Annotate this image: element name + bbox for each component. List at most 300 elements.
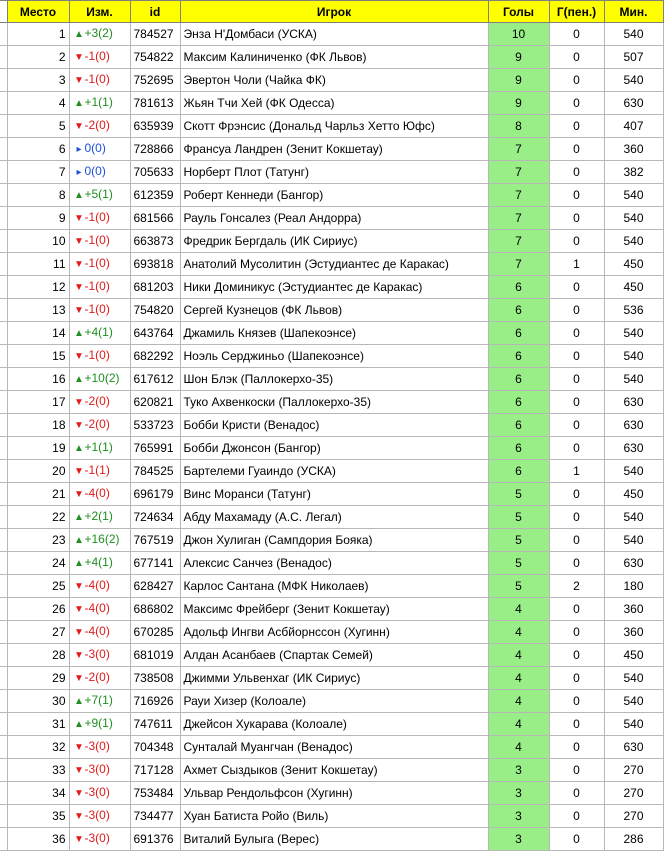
mins-cell[interactable]: 450: [604, 276, 663, 299]
player-cell[interactable]: Шон Блэк (Паллокерхо-35): [180, 368, 488, 391]
place-cell[interactable]: 25: [7, 575, 69, 598]
mins-cell[interactable]: 286: [604, 828, 663, 851]
change-value: -4(0): [84, 601, 110, 615]
col-header-mins[interactable]: Мин.: [604, 1, 663, 23]
player-cell[interactable]: Ноэль Серджиньо (Шапекоэнсе): [180, 345, 488, 368]
place-cell[interactable]: 20: [7, 460, 69, 483]
player-cell[interactable]: Алексис Санчез (Венадос): [180, 552, 488, 575]
change-cell[interactable]: [69, 391, 130, 414]
id-cell[interactable]: 781613: [130, 92, 180, 115]
goals-cell[interactable]: 4: [488, 713, 549, 736]
goals-cell[interactable]: 3: [488, 805, 549, 828]
pen-cell[interactable]: 0: [549, 92, 604, 115]
player-cell[interactable]: Сергей Кузнецов (ФК Львов): [180, 299, 488, 322]
change-cell[interactable]: [69, 184, 130, 207]
change-value: +10(2): [84, 371, 120, 385]
pen-cell[interactable]: 0: [549, 368, 604, 391]
place-cell[interactable]: 29: [7, 667, 69, 690]
change-value: -1(0): [84, 210, 110, 224]
mins-cell[interactable]: 540: [604, 690, 663, 713]
goals-cell[interactable]: 9: [488, 46, 549, 69]
place-cell[interactable]: 22: [7, 506, 69, 529]
row-gutter: [0, 598, 7, 621]
pen-cell[interactable]: 0: [549, 138, 604, 161]
id-cell[interactable]: 628427: [130, 575, 180, 598]
goals-cell[interactable]: 6: [488, 368, 549, 391]
place-cell[interactable]: 31: [7, 713, 69, 736]
change-cell[interactable]: [69, 230, 130, 253]
place-cell[interactable]: 18: [7, 414, 69, 437]
goals-cell[interactable]: 5: [488, 552, 549, 575]
change-cell[interactable]: [69, 598, 130, 621]
place-cell[interactable]: 36: [7, 828, 69, 851]
id-cell[interactable]: 677141: [130, 552, 180, 575]
id-cell[interactable]: 705633: [130, 161, 180, 184]
player-cell[interactable]: Винс Моранси (Татунг): [180, 483, 488, 506]
change-cell[interactable]: [69, 759, 130, 782]
row-gutter: [0, 345, 7, 368]
place-cell[interactable]: 27: [7, 621, 69, 644]
change-cell[interactable]: [69, 253, 130, 276]
player-cell[interactable]: Эвертон Чоли (Чайка ФК): [180, 69, 488, 92]
mins-cell[interactable]: 360: [604, 138, 663, 161]
player-cell[interactable]: Ники Доминикус (Эстудиантес де Каракас): [180, 276, 488, 299]
mins-cell[interactable]: 630: [604, 391, 663, 414]
place-cell[interactable]: 15: [7, 345, 69, 368]
id-cell[interactable]: 682292: [130, 345, 180, 368]
goals-cell[interactable]: 5: [488, 506, 549, 529]
pen-cell[interactable]: 0: [549, 69, 604, 92]
col-header-pen[interactable]: Г(пен.): [549, 1, 604, 23]
change-cell[interactable]: [69, 828, 130, 851]
pen-cell[interactable]: 0: [549, 161, 604, 184]
goals-cell[interactable]: 6: [488, 276, 549, 299]
id-cell[interactable]: 612359: [130, 184, 180, 207]
mins-cell[interactable]: 540: [604, 184, 663, 207]
change-value: +4(1): [84, 555, 113, 569]
pen-cell[interactable]: 0: [549, 506, 604, 529]
id-cell[interactable]: 765991: [130, 437, 180, 460]
id-cell[interactable]: 716926: [130, 690, 180, 713]
place-cell[interactable]: 1: [7, 23, 69, 46]
player-cell[interactable]: Анатолий Мусолитин (Эстудиантес де Каракас): [180, 253, 488, 276]
goals-cell[interactable]: 10: [488, 23, 549, 46]
goals-cell[interactable]: 6: [488, 437, 549, 460]
pen-cell[interactable]: 0: [549, 391, 604, 414]
pen-cell[interactable]: 2: [549, 575, 604, 598]
player-cell[interactable]: Бобби Кристи (Венадос): [180, 414, 488, 437]
arrow-down-icon: ▼: [74, 282, 84, 293]
id-cell[interactable]: 681019: [130, 644, 180, 667]
player-cell[interactable]: Ахмет Сыздыков (Зенит Кокшетау): [180, 759, 488, 782]
pen-cell[interactable]: 0: [549, 115, 604, 138]
place-cell[interactable]: 30: [7, 690, 69, 713]
change-value: -2(0): [84, 670, 110, 684]
goals-cell[interactable]: 6: [488, 299, 549, 322]
pen-cell[interactable]: 0: [549, 414, 604, 437]
place-cell[interactable]: 17: [7, 391, 69, 414]
mins-cell[interactable]: 382: [604, 161, 663, 184]
pen-cell[interactable]: 0: [549, 644, 604, 667]
place-cell[interactable]: 2: [7, 46, 69, 69]
mins-cell[interactable]: 540: [604, 23, 663, 46]
goals-cell[interactable]: 7: [488, 161, 549, 184]
mins-cell[interactable]: 540: [604, 667, 663, 690]
mins-cell[interactable]: 270: [604, 782, 663, 805]
place-cell[interactable]: 14: [7, 322, 69, 345]
pen-cell[interactable]: 0: [549, 667, 604, 690]
mins-cell[interactable]: 507: [604, 46, 663, 69]
goals-cell[interactable]: 4: [488, 736, 549, 759]
player-cell[interactable]: Фредрик Бергдаль (ИК Сириус): [180, 230, 488, 253]
player-cell[interactable]: Джон Хулиган (Сампдория Бояка): [180, 529, 488, 552]
mins-cell[interactable]: 540: [604, 322, 663, 345]
goals-cell[interactable]: 6: [488, 391, 549, 414]
goals-cell[interactable]: 3: [488, 828, 549, 851]
mins-cell[interactable]: 540: [604, 529, 663, 552]
player-cell[interactable]: Джейсон Хукарава (Колоале): [180, 713, 488, 736]
id-cell[interactable]: 704348: [130, 736, 180, 759]
id-cell[interactable]: 691376: [130, 828, 180, 851]
pen-cell[interactable]: 0: [549, 437, 604, 460]
player-cell[interactable]: Максимс Фрейберг (Зенит Кокшетау): [180, 598, 488, 621]
id-cell[interactable]: 753484: [130, 782, 180, 805]
player-cell[interactable]: Роберт Кеннеди (Бангор): [180, 184, 488, 207]
mins-cell[interactable]: 630: [604, 437, 663, 460]
place-cell[interactable]: 34: [7, 782, 69, 805]
change-cell[interactable]: [69, 644, 130, 667]
pen-cell[interactable]: 0: [549, 23, 604, 46]
id-cell[interactable]: 620821: [130, 391, 180, 414]
mins-cell[interactable]: 270: [604, 759, 663, 782]
pen-cell[interactable]: 0: [549, 621, 604, 644]
change-cell[interactable]: [69, 575, 130, 598]
mins-cell[interactable]: 450: [604, 253, 663, 276]
id-cell[interactable]: 724634: [130, 506, 180, 529]
goals-cell[interactable]: 9: [488, 92, 549, 115]
player-cell[interactable]: Виталий Булыга (Верес): [180, 828, 488, 851]
pen-cell[interactable]: 0: [549, 552, 604, 575]
arrow-down-icon: ▼: [74, 236, 84, 247]
change-cell[interactable]: [69, 483, 130, 506]
id-cell[interactable]: 681203: [130, 276, 180, 299]
change-cell[interactable]: [69, 667, 130, 690]
change-cell[interactable]: [69, 506, 130, 529]
id-cell[interactable]: 784525: [130, 460, 180, 483]
goals-cell[interactable]: 4: [488, 644, 549, 667]
player-cell[interactable]: Норберт Плот (Татунг): [180, 161, 488, 184]
id-cell[interactable]: 784527: [130, 23, 180, 46]
id-cell[interactable]: 754820: [130, 299, 180, 322]
pen-cell[interactable]: 0: [549, 483, 604, 506]
player-cell[interactable]: Ульвар Рендольфсон (Хугинн): [180, 782, 488, 805]
goals-cell[interactable]: 9: [488, 69, 549, 92]
change-cell[interactable]: [69, 115, 130, 138]
place-cell[interactable]: 6: [7, 138, 69, 161]
id-cell[interactable]: 767519: [130, 529, 180, 552]
row-gutter: [0, 161, 7, 184]
goals-cell[interactable]: 6: [488, 345, 549, 368]
change-cell[interactable]: [69, 276, 130, 299]
player-cell[interactable]: Абду Махамаду (А.С. Легал): [180, 506, 488, 529]
goals-cell[interactable]: 7: [488, 230, 549, 253]
pen-cell[interactable]: 0: [549, 207, 604, 230]
goals-cell[interactable]: 4: [488, 621, 549, 644]
change-cell[interactable]: [69, 69, 130, 92]
change-cell[interactable]: [69, 207, 130, 230]
id-cell[interactable]: 670285: [130, 621, 180, 644]
change-cell[interactable]: [69, 460, 130, 483]
goals-cell[interactable]: 3: [488, 782, 549, 805]
player-cell[interactable]: Адольф Ингви Асбйорнссон (Хугинн): [180, 621, 488, 644]
id-cell[interactable]: 734477: [130, 805, 180, 828]
player-cell[interactable]: Хуан Батиста Ройо (Виль): [180, 805, 488, 828]
table-row: [0, 345, 663, 368]
mins-cell[interactable]: 536: [604, 299, 663, 322]
player-cell[interactable]: Максим Калиниченко (ФК Львов): [180, 46, 488, 69]
place-cell[interactable]: 21: [7, 483, 69, 506]
place-cell[interactable]: 3: [7, 69, 69, 92]
id-cell[interactable]: 747611: [130, 713, 180, 736]
table-row: [0, 161, 663, 184]
change-value: +3(2): [84, 26, 113, 40]
goals-cell[interactable]: 5: [488, 575, 549, 598]
player-cell[interactable]: Джамиль Князев (Шапекоэнсе): [180, 322, 488, 345]
goals-cell[interactable]: 5: [488, 529, 549, 552]
arrow-down-icon: ▼: [74, 811, 84, 822]
goals-cell[interactable]: 5: [488, 483, 549, 506]
table-row: [0, 828, 663, 851]
mins-cell[interactable]: 540: [604, 345, 663, 368]
pen-cell[interactable]: 1: [549, 460, 604, 483]
change-value: -3(0): [84, 647, 110, 661]
col-header-change[interactable]: Изм.: [69, 1, 130, 23]
change-cell[interactable]: [69, 46, 130, 69]
place-cell[interactable]: 35: [7, 805, 69, 828]
pen-cell[interactable]: 1: [549, 253, 604, 276]
pen-cell[interactable]: 0: [549, 299, 604, 322]
mins-cell[interactable]: 540: [604, 460, 663, 483]
change-cell[interactable]: [69, 782, 130, 805]
goals-cell[interactable]: 3: [488, 759, 549, 782]
table-row: [0, 598, 663, 621]
goals-cell[interactable]: 6: [488, 322, 549, 345]
player-cell[interactable]: Энза Н'Домбаси (УСКА): [180, 23, 488, 46]
change-cell[interactable]: [69, 437, 130, 460]
row-gutter: [0, 184, 7, 207]
place-cell[interactable]: 28: [7, 644, 69, 667]
id-cell[interactable]: 686802: [130, 598, 180, 621]
arrow-down-icon: ▼: [74, 259, 84, 270]
goals-cell[interactable]: 7: [488, 138, 549, 161]
change-cell[interactable]: [69, 713, 130, 736]
goals-cell[interactable]: 4: [488, 598, 549, 621]
change-cell[interactable]: [69, 299, 130, 322]
goals-cell[interactable]: 4: [488, 667, 549, 690]
change-cell[interactable]: [69, 529, 130, 552]
mins-cell[interactable]: 180: [604, 575, 663, 598]
place-cell[interactable]: 4: [7, 92, 69, 115]
mins-cell[interactable]: 630: [604, 552, 663, 575]
pen-cell[interactable]: 0: [549, 276, 604, 299]
player-cell[interactable]: Джимми Ульвенхаг (ИК Сириус): [180, 667, 488, 690]
player-cell[interactable]: Туко Ахвенкоски (Паллокерхо-35): [180, 391, 488, 414]
row-gutter: [0, 322, 7, 345]
change-cell[interactable]: [69, 805, 130, 828]
mins-cell[interactable]: 450: [604, 483, 663, 506]
arrow-up-icon: ▲: [74, 29, 84, 40]
arrow-down-icon: ▼: [74, 305, 84, 316]
mins-cell[interactable]: 540: [604, 506, 663, 529]
change-cell[interactable]: [69, 736, 130, 759]
mins-cell[interactable]: 540: [604, 713, 663, 736]
id-cell[interactable]: 754822: [130, 46, 180, 69]
mins-cell[interactable]: 540: [604, 207, 663, 230]
pen-cell[interactable]: 0: [549, 184, 604, 207]
change-value: +9(1): [84, 716, 113, 730]
pen-cell[interactable]: 0: [549, 690, 604, 713]
mins-cell[interactable]: 270: [604, 805, 663, 828]
place-cell[interactable]: 12: [7, 276, 69, 299]
goals-cell[interactable]: 7: [488, 184, 549, 207]
place-cell[interactable]: 5: [7, 115, 69, 138]
pen-cell[interactable]: 0: [549, 598, 604, 621]
id-cell[interactable]: 617612: [130, 368, 180, 391]
pen-cell[interactable]: 0: [549, 230, 604, 253]
id-cell[interactable]: 533723: [130, 414, 180, 437]
pen-cell[interactable]: 0: [549, 46, 604, 69]
change-cell[interactable]: [69, 368, 130, 391]
pen-cell[interactable]: 0: [549, 828, 604, 851]
player-cell[interactable]: Алдан Асанбаев (Спартак Семей): [180, 644, 488, 667]
col-header-id[interactable]: id: [130, 1, 180, 23]
table-row: [0, 414, 663, 437]
row-gutter: [0, 253, 7, 276]
player-cell[interactable]: Бобби Джонсон (Бангор): [180, 437, 488, 460]
col-header-place[interactable]: Место: [7, 1, 69, 23]
pen-cell[interactable]: 0: [549, 736, 604, 759]
place-cell[interactable]: 8: [7, 184, 69, 207]
place-cell[interactable]: 9: [7, 207, 69, 230]
change-cell[interactable]: [69, 345, 130, 368]
pen-cell[interactable]: 0: [549, 322, 604, 345]
mins-cell[interactable]: 450: [604, 644, 663, 667]
row-gutter: [0, 368, 7, 391]
id-cell[interactable]: 681566: [130, 207, 180, 230]
goals-cell[interactable]: 7: [488, 253, 549, 276]
place-cell[interactable]: 13: [7, 299, 69, 322]
player-cell[interactable]: Карлос Сантана (МФК Николаев): [180, 575, 488, 598]
row-gutter: [0, 391, 7, 414]
pen-cell[interactable]: 0: [549, 713, 604, 736]
place-cell[interactable]: 16: [7, 368, 69, 391]
id-cell[interactable]: 693818: [130, 253, 180, 276]
pen-cell[interactable]: 0: [549, 805, 604, 828]
change-value: -4(0): [84, 486, 110, 500]
table-row: [0, 437, 663, 460]
mins-cell[interactable]: 630: [604, 414, 663, 437]
mins-cell[interactable]: 540: [604, 368, 663, 391]
table-row: [0, 368, 663, 391]
pen-cell[interactable]: 0: [549, 782, 604, 805]
change-value: -3(0): [84, 785, 110, 799]
goals-cell[interactable]: 8: [488, 115, 549, 138]
pen-cell[interactable]: 0: [549, 759, 604, 782]
place-cell[interactable]: 26: [7, 598, 69, 621]
row-gutter: [0, 414, 7, 437]
goals-cell[interactable]: 6: [488, 460, 549, 483]
change-cell[interactable]: [69, 414, 130, 437]
mins-cell[interactable]: 540: [604, 69, 663, 92]
id-cell[interactable]: 643764: [130, 322, 180, 345]
id-cell[interactable]: 728866: [130, 138, 180, 161]
change-cell[interactable]: [69, 23, 130, 46]
place-cell[interactable]: 7: [7, 161, 69, 184]
player-cell[interactable]: Скотт Фрэнсис (Дональд Чарльз Хетто Юфс): [180, 115, 488, 138]
id-cell[interactable]: 717128: [130, 759, 180, 782]
place-cell[interactable]: 23: [7, 529, 69, 552]
change-cell[interactable]: [69, 161, 130, 184]
col-header-goals[interactable]: Голы: [488, 1, 549, 23]
place-cell[interactable]: 32: [7, 736, 69, 759]
mins-cell[interactable]: 360: [604, 598, 663, 621]
row-gutter: [0, 667, 7, 690]
change-cell[interactable]: [69, 322, 130, 345]
table-row: [0, 92, 663, 115]
player-cell[interactable]: Жьян Тчи Хей (ФК Одесса): [180, 92, 488, 115]
change-cell[interactable]: [69, 621, 130, 644]
change-value: -3(0): [84, 808, 110, 822]
place-cell[interactable]: 24: [7, 552, 69, 575]
change-value: +1(1): [84, 440, 113, 454]
pen-cell[interactable]: 0: [549, 529, 604, 552]
id-cell[interactable]: 635939: [130, 115, 180, 138]
place-cell[interactable]: 19: [7, 437, 69, 460]
goals-cell[interactable]: 4: [488, 690, 549, 713]
mins-cell[interactable]: 407: [604, 115, 663, 138]
mins-cell[interactable]: 630: [604, 736, 663, 759]
id-cell[interactable]: 738508: [130, 667, 180, 690]
mins-cell[interactable]: 540: [604, 230, 663, 253]
row-gutter: [0, 529, 7, 552]
table-row: [0, 483, 663, 506]
change-cell[interactable]: [69, 552, 130, 575]
place-cell[interactable]: 11: [7, 253, 69, 276]
id-cell[interactable]: 752695: [130, 69, 180, 92]
goals-cell[interactable]: 6: [488, 414, 549, 437]
arrow-down-icon: ▼: [74, 397, 84, 408]
change-cell[interactable]: [69, 92, 130, 115]
player-cell[interactable]: Сунталай Муангчан (Венадос): [180, 736, 488, 759]
player-cell[interactable]: Франсуа Ландрен (Зенит Кокшетау): [180, 138, 488, 161]
id-cell[interactable]: 663873: [130, 230, 180, 253]
pen-cell[interactable]: 0: [549, 345, 604, 368]
mins-cell[interactable]: 630: [604, 92, 663, 115]
place-cell[interactable]: 33: [7, 759, 69, 782]
change-cell[interactable]: [69, 138, 130, 161]
col-header-player[interactable]: Игрок: [180, 1, 488, 23]
player-cell[interactable]: Рауи Хизер (Колоале): [180, 690, 488, 713]
table-row: [0, 575, 663, 598]
goals-cell[interactable]: 7: [488, 207, 549, 230]
place-cell[interactable]: 10: [7, 230, 69, 253]
mins-cell[interactable]: 360: [604, 621, 663, 644]
player-cell[interactable]: Рауль Гонсалез (Реал Андорра): [180, 207, 488, 230]
id-cell[interactable]: 696179: [130, 483, 180, 506]
player-cell[interactable]: Бартелеми Гуаиндо (УСКА): [180, 460, 488, 483]
table-row: [0, 460, 663, 483]
change-cell[interactable]: [69, 690, 130, 713]
